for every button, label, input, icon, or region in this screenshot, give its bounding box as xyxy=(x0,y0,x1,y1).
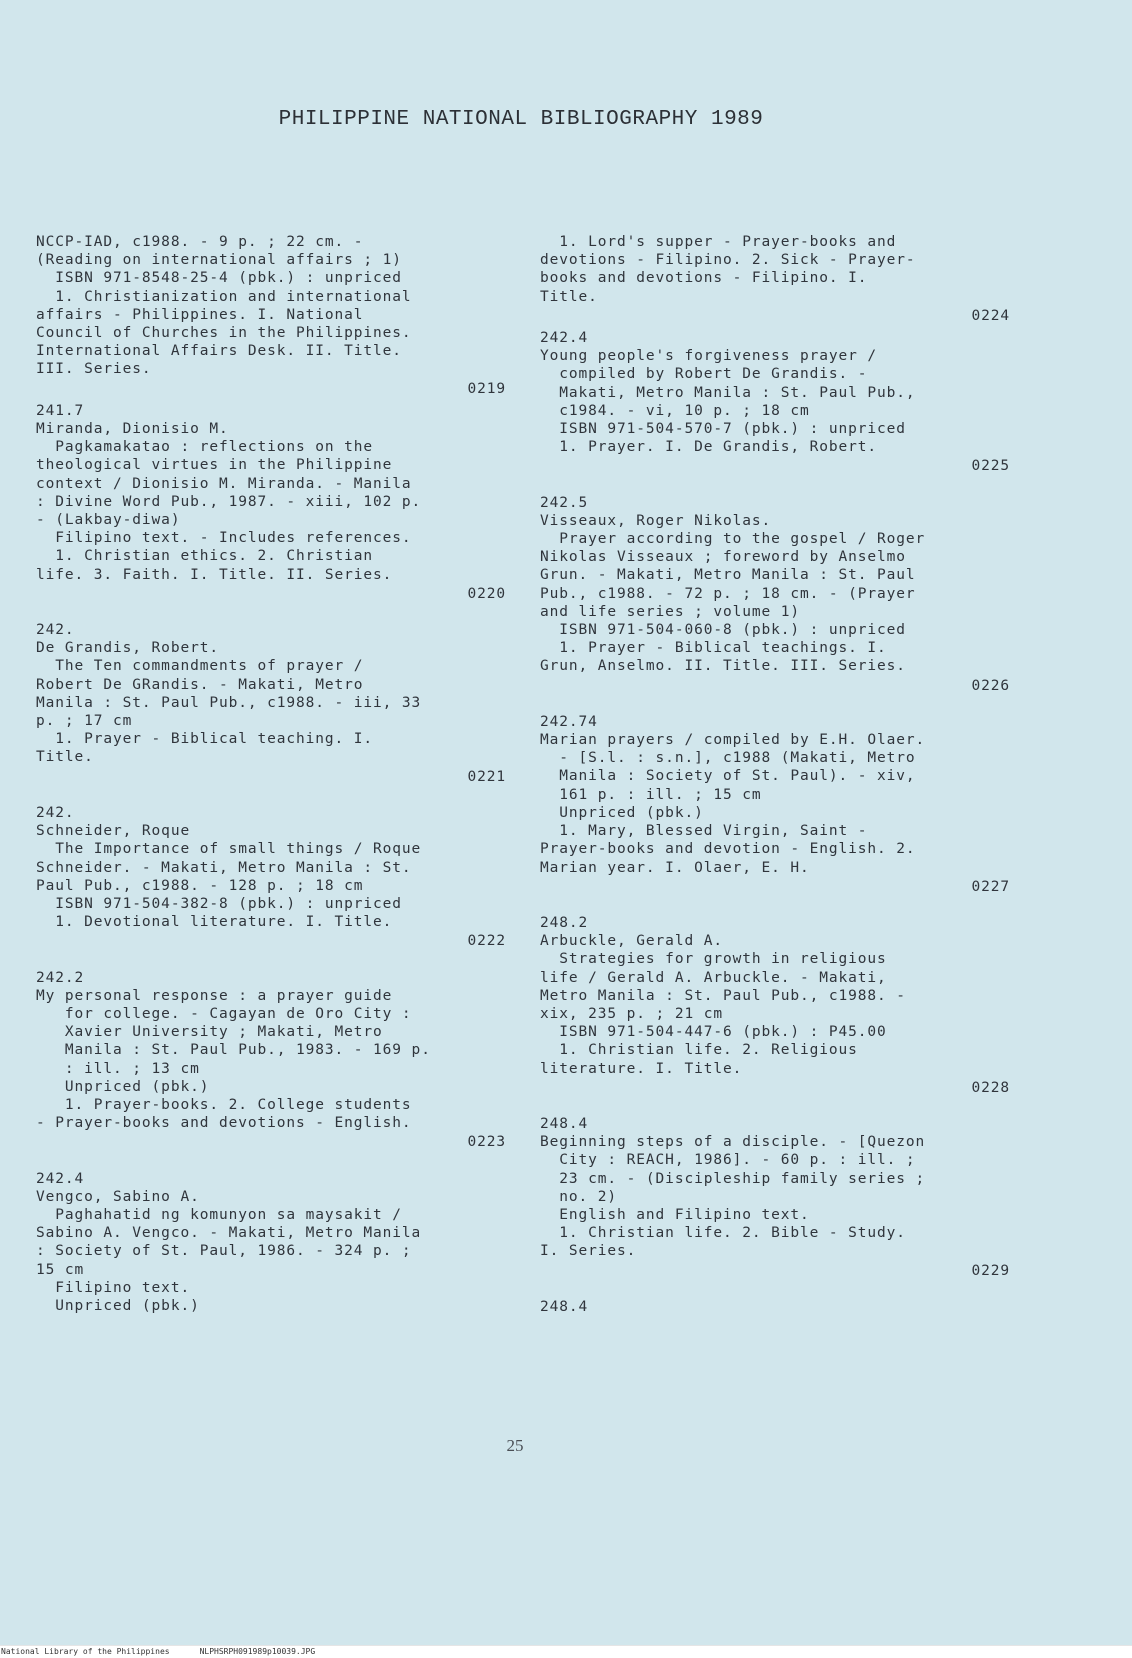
entry-line: Council of Churches in the Philippines. xyxy=(36,325,412,342)
entry-line: Paul Pub., c1988. - 128 p. ; 18 cm xyxy=(36,877,364,894)
entry-line: Grun, Anselmo. II. Title. III. Series. xyxy=(540,658,906,675)
entry-line: 161 p. : ill. ; 15 cm xyxy=(540,786,762,803)
entry-line: Marian year. I. Olaer, E. H. xyxy=(540,859,810,876)
classification-number: 248.2 xyxy=(540,914,589,931)
entry-line: III. Series. xyxy=(36,361,152,378)
entry-line: for college. - Cagayan de Oro City : xyxy=(36,1005,412,1022)
entry-control-number: 0229 xyxy=(971,1262,1010,1279)
entry-control-number: 0222 xyxy=(467,933,506,950)
page-title: PHILIPPINE NATIONAL BIBLIOGRAPHY 1989 xyxy=(278,108,764,131)
entry-line: life. 3. Faith. I. Title. II. Series. xyxy=(36,566,393,583)
entry-line: ISBN 971-504-060-8 (pbk.) : unpriced xyxy=(540,622,906,639)
classification-number: 242.2 xyxy=(36,969,85,986)
footer-filename: NLPHSRPH091989p10039.JPG xyxy=(199,1647,316,1656)
entry-line: 1. Christian life. 2. Religious xyxy=(540,1042,858,1059)
entry-line: 1. Christianization and international xyxy=(36,288,412,305)
classification-number: 242.74 xyxy=(540,713,598,730)
entry-line: 1. Lord's supper - Prayer-books and xyxy=(540,234,897,250)
entry-control-number: 0227 xyxy=(971,878,1010,895)
entry-control-number: 0226 xyxy=(971,677,1010,694)
entry-line: Manila : St. Paul Pub., 1983. - 169 p. xyxy=(36,1042,431,1059)
entry-line: Metro Manila : St. Paul Pub., c1988. - xyxy=(540,987,906,1004)
page-number: 25 xyxy=(506,1436,524,1455)
bib-entry xyxy=(540,713,1010,896)
entry-line: devotions - Filipino. 2. Sick - Prayer- xyxy=(540,252,916,269)
entry-line: Filipino text. xyxy=(36,1279,191,1296)
entry-line: theological virtues in the Philippine xyxy=(36,457,393,474)
bib-entry xyxy=(36,621,506,786)
entry-line: The Ten commandments of prayer / xyxy=(36,658,364,675)
entry-line: c1984. - vi, 10 p. ; 18 cm xyxy=(540,402,810,419)
entry-line: p. ; 17 cm xyxy=(36,713,133,730)
scan-footer xyxy=(0,1645,1132,1658)
classification-number: 241.7 xyxy=(36,402,85,419)
entry-control-number: 0221 xyxy=(467,768,506,785)
entry-control-number: 0220 xyxy=(467,585,506,602)
bib-entry xyxy=(540,329,1010,476)
entry-line: literature. I. Title. xyxy=(540,1060,743,1077)
entry-line: ISBN 971-8548-25-4 (pbk.) : unpriced xyxy=(36,270,402,287)
entry-line: Title. xyxy=(540,288,598,305)
entry-line: 1. Mary, Blessed Virgin, Saint - xyxy=(540,823,868,840)
entry-line: Pagkamakatao : reflections on the xyxy=(36,439,374,456)
entry-line: ISBN 971-504-382-8 (pbk.) : unpriced xyxy=(36,895,402,912)
entry-line: 1. Prayer - Biblical teachings. I. xyxy=(540,640,887,657)
footer-institution: National Library of the Philippines xyxy=(1,1647,170,1656)
entry-line: Filipino text. - Includes references. xyxy=(36,530,412,547)
entry-line: Unpriced (pbk.) xyxy=(540,804,704,821)
entry-line: My personal response : a prayer guide xyxy=(36,987,393,1004)
entry-line: Title. xyxy=(36,749,94,766)
entry-line: English and Filipino text. xyxy=(540,1206,810,1223)
entry-control-number: 0219 xyxy=(467,380,506,397)
entry-control-number: 0224 xyxy=(971,307,1010,324)
entry-line: life / Gerald A. Arbuckle. - Makati, xyxy=(540,969,887,986)
entry-line: (Reading on international affairs ; 1) xyxy=(36,252,402,269)
classification-number: 248.4 xyxy=(540,1298,589,1315)
entry-line: : Society of St. Paul, 1986. - 324 p. ; xyxy=(36,1243,412,1260)
entry-line: Marian prayers / compiled by E.H. Olaer. xyxy=(540,732,926,749)
entry-line: Visseaux, Roger Nikolas. xyxy=(540,512,772,529)
entry-line: 1. Devotional literature. I. Title. xyxy=(36,914,393,931)
bib-entry xyxy=(540,1115,1010,1280)
bib-entry xyxy=(36,804,506,951)
entry-line: I. Series. xyxy=(540,1243,637,1260)
right-column xyxy=(540,233,1010,1334)
bib-entry xyxy=(36,233,506,398)
entry-line: : Divine Word Pub., 1987. - xiii, 102 p. xyxy=(36,493,422,510)
entry-line: De Grandis, Robert. xyxy=(36,640,219,657)
entry-line: Schneider. - Makati, Metro Manila : St. xyxy=(36,859,412,876)
entry-line: context / Dionisio M. Miranda. - Manila xyxy=(36,475,412,492)
entry-line: City : REACH, 1986]. - 60 p. : ill. ; xyxy=(540,1152,916,1169)
bib-entry xyxy=(36,1170,506,1316)
entry-line: Miranda, Dionisio M. xyxy=(36,421,229,438)
entry-line: : ill. ; 13 cm xyxy=(36,1060,200,1077)
entry-line: Manila : Society of St. Paul). - xiv, xyxy=(540,768,916,785)
entry-line: Beginning steps of a disciple. - [Quezon xyxy=(540,1134,926,1151)
entry-line: Paghahatid ng komunyon sa maysakit / xyxy=(36,1206,402,1223)
entry-line: The Importance of small things / Roque xyxy=(36,841,422,858)
entry-line: Prayer-books and devotion - English. 2. xyxy=(540,841,916,858)
entry-line: Makati, Metro Manila : St. Paul Pub., xyxy=(540,384,916,401)
entry-line: 1. Prayer-books. 2. College students xyxy=(36,1096,412,1113)
entry-line: NCCP-IAD, c1988. - 9 p. ; 22 cm. - xyxy=(36,234,364,250)
entry-control-number: 0223 xyxy=(467,1134,506,1151)
classification-number: 242.4 xyxy=(36,1170,85,1187)
entry-line: 1. Prayer. I. De Grandis, Robert. xyxy=(540,439,878,456)
entry-line: xix, 235 p. ; 21 cm xyxy=(540,1005,723,1022)
entry-line: ISBN 971-504-447-6 (pbk.) : P45.00 xyxy=(540,1024,887,1041)
bib-entry xyxy=(36,969,506,1152)
classification-number: 248.4 xyxy=(540,1115,589,1132)
entry-line: 15 cm xyxy=(36,1261,85,1278)
entry-line: affairs - Philippines. I. National xyxy=(36,306,364,323)
entry-control-number: 0228 xyxy=(971,1079,1010,1096)
entry-line: books and devotions - Filipino. I. xyxy=(540,270,868,287)
entry-line: compiled by Robert De Grandis. - xyxy=(540,366,868,383)
entry-line: 1. Christian ethics. 2. Christian xyxy=(36,548,374,565)
entry-line: - [S.l. : s.n.], c1988 (Makati, Metro xyxy=(540,750,916,767)
entry-line: Unpriced (pbk.) xyxy=(36,1297,200,1314)
entry-line: 23 cm. - (Discipleship family series ; xyxy=(540,1170,926,1187)
entry-line: Grun. - Makati, Metro Manila : St. Paul xyxy=(540,567,916,584)
left-column xyxy=(36,233,506,1333)
classification-number: 242. xyxy=(36,804,75,821)
bib-entry xyxy=(540,233,1010,325)
entry-line: - Prayer-books and devotions - English. xyxy=(36,1115,412,1132)
classification-number: 242.5 xyxy=(540,494,589,511)
entry-line: Nikolas Visseaux ; foreword by Anselmo xyxy=(540,549,906,566)
entry-line: Prayer according to the gospel / Roger xyxy=(540,531,926,548)
entry-line: Xavier University ; Makati, Metro xyxy=(36,1024,383,1041)
entry-line: Schneider, Roque xyxy=(36,823,191,840)
entry-line: and life series ; volume 1) xyxy=(540,603,801,620)
bib-entry xyxy=(540,1298,1010,1316)
entry-line: Unpriced (pbk.) xyxy=(36,1078,210,1095)
entry-line: Strategies for growth in religious xyxy=(540,951,887,968)
classification-number: 242.4 xyxy=(540,330,589,347)
bib-entry xyxy=(36,402,506,603)
entry-line: Vengco, Sabino A. xyxy=(36,1188,200,1205)
entry-line: 1. Christian life. 2. Bible - Study. xyxy=(540,1225,906,1242)
entry-line: Robert De GRandis. - Makati, Metro xyxy=(36,676,364,693)
entry-control-number: 0225 xyxy=(971,458,1010,475)
entry-line: ISBN 971-504-570-7 (pbk.) : unpriced xyxy=(540,421,906,438)
bib-entry xyxy=(540,914,1010,1097)
entry-line: International Affairs Desk. II. Title. xyxy=(36,343,402,360)
entry-line: Young people's forgiveness prayer / xyxy=(540,348,878,365)
entry-line: Sabino A. Vengco. - Makati, Metro Manila xyxy=(36,1225,422,1242)
entry-line: - (Lakbay-diwa) xyxy=(36,512,181,529)
entry-line: 1. Prayer - Biblical teaching. I. xyxy=(36,731,374,748)
entry-line: Arbuckle, Gerald A. xyxy=(540,933,723,950)
bib-entry xyxy=(540,494,1010,695)
classification-number: 242. xyxy=(36,622,75,639)
entry-line: Pub., c1988. - 72 p. ; 18 cm. - (Prayer xyxy=(540,585,916,602)
entry-line: no. 2) xyxy=(540,1188,618,1205)
entry-line: Manila : St. Paul Pub., c1988. - iii, 33 xyxy=(36,694,422,711)
